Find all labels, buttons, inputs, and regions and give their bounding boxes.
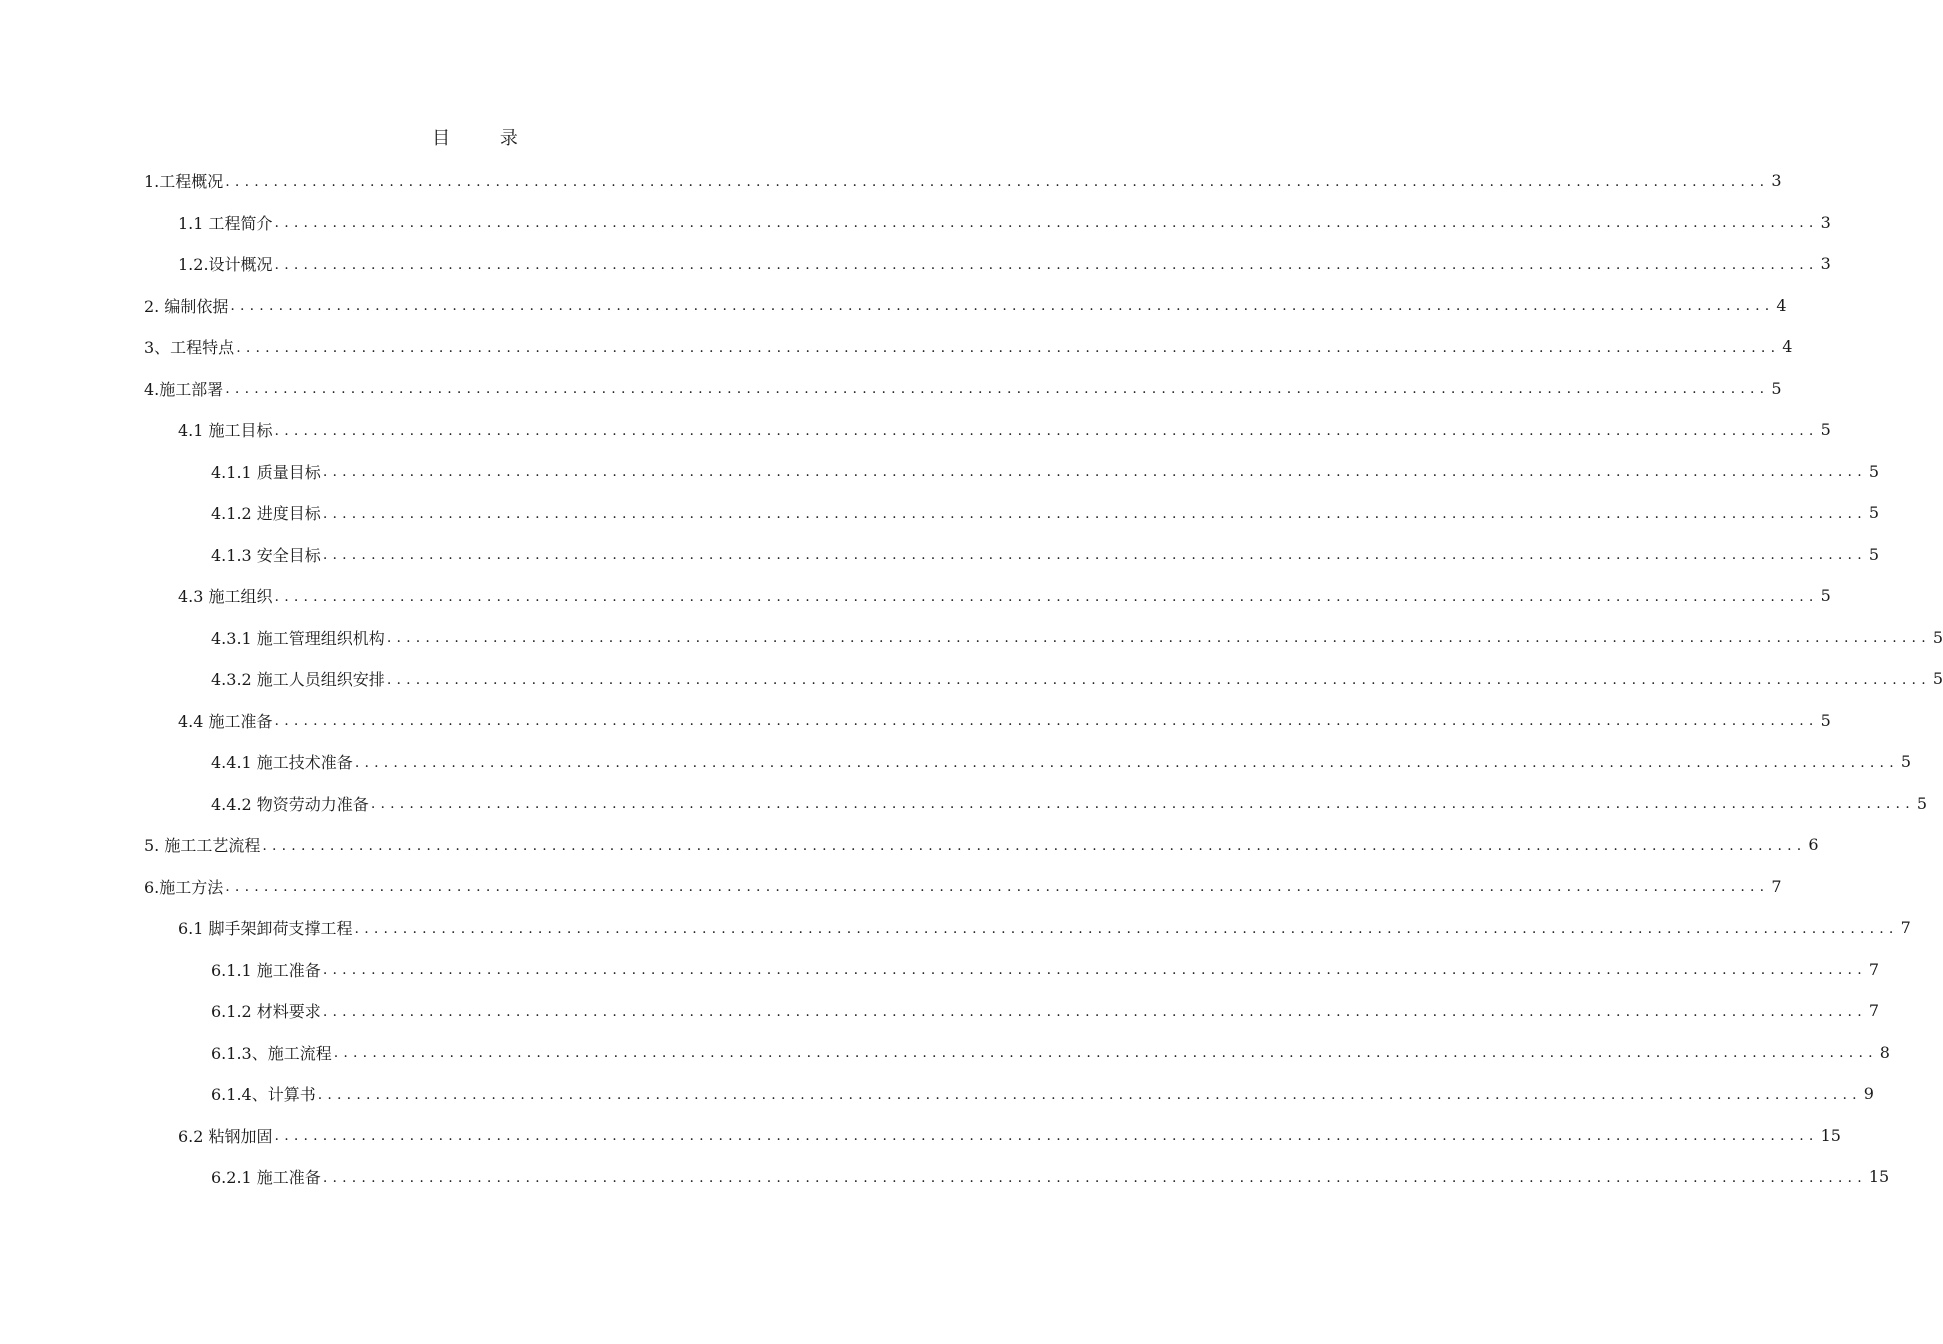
toc-entry-page-number: 5 [1868,461,1880,481]
toc-entry[interactable] [211,1073,1874,1114]
toc-dot-leader: ................................................................................................................................................................ [225,173,1770,190]
toc-entry[interactable] [211,451,1880,492]
toc-dot-leader: ................................................................................................................................................................ [230,298,1775,314]
toc-entry-label: 4.4.1 施工技术准备 [211,753,353,772]
toc-dot-leader: ................................................................................................................................................................ [354,920,1899,937]
toc-entry[interactable] [178,907,1911,948]
toc-entry-label: 6.2 粘钢加固 [178,1126,273,1146]
toc-entry[interactable] [178,575,1831,616]
toc-entry-page-number: 6 [1808,835,1819,854]
toc-entry-label: 1.1 工程简介 [178,213,273,233]
toc-entry-page-number: 5 [1932,669,1943,688]
toc-entry-label: 6.1.4、计算书 [211,1085,316,1104]
toc-dot-leader: ................................................................................................................................................................ [274,256,1819,273]
toc-entry[interactable] [144,368,1782,409]
toc-entry[interactable] [211,617,1943,658]
toc-dot-leader: ................................................................................................................................................................ [354,754,1899,771]
toc-entry-label: 4.1.1 质量目标 [211,462,321,482]
toc-entry-page-number: 7 [1771,876,1782,896]
toc-entry-page-number: 8 [1879,1042,1890,1062]
toc-entry-label: 6.1.1 施工准备 [211,960,321,980]
toc-entry-label: 5. 施工工艺流程 [144,836,261,855]
toc-dot-leader: ................................................................................................................................................................ [322,547,1867,563]
toc-entry[interactable] [211,783,1928,824]
toc-entry-label: 2. 编制依据 [144,296,229,316]
toc-dot-leader: ................................................................................................................................................................ [274,713,1819,729]
toc-entry[interactable] [211,949,1880,990]
toc-entry[interactable] [178,202,1831,243]
toc-entry[interactable] [144,326,1793,367]
toc-entry-page-number: 15 [1820,1125,1841,1145]
toc-entry[interactable] [144,160,1782,201]
toc-entry-page-number: 5 [1932,627,1943,647]
toc-entry-label: 4.1.3 安全目标 [211,545,321,565]
toc-entry[interactable] [178,700,1831,741]
toc-entry[interactable] [211,741,1912,782]
toc-entry-page-number: 5 [1916,793,1928,813]
toc-dot-leader: ................................................................................................................................................................ [386,630,1931,646]
toc-entry-label: 4.3.2 施工人员组织安排 [211,670,385,689]
toc-entry-page-number: 3 [1771,171,1782,190]
toc-entry-label: 4.1 施工目标 [178,421,273,440]
toc-entry[interactable] [211,1032,1890,1073]
toc-entry[interactable] [178,409,1831,450]
toc-entry[interactable] [211,990,1880,1031]
toc-entry-page-number: 5 [1771,378,1782,398]
toc-entry-page-number: 3 [1820,212,1831,232]
toc-entry-label: 4.3 施工组织 [178,587,273,606]
toc-entry-page-number: 5 [1820,586,1831,605]
toc-entry-label: 6.2.1 施工准备 [211,1168,321,1187]
toc-entry-label: 3、工程特点 [144,338,235,357]
toc-entry[interactable] [211,658,1943,699]
toc-entry[interactable] [211,1156,1890,1197]
toc-entry-label: 4.1.2 进度目标 [211,504,321,523]
toc-dot-leader: ................................................................................................................................................................ [322,1169,1867,1186]
toc-dot-leader: ................................................................................................................................................................ [322,464,1867,480]
toc-entry-label: 1.2.设计概况 [178,255,273,274]
toc-entry-label: 4.施工部署 [144,379,224,399]
toc-entry-page-number: 3 [1820,254,1831,273]
toc-dot-leader: ................................................................................................................................................................ [274,588,1819,605]
toc-entry-page-number: 9 [1863,1084,1874,1103]
toc-dot-leader: ................................................................................................................................................................ [236,339,1781,356]
toc-entry[interactable] [211,492,1880,533]
toc-dot-leader: ................................................................................................................................................................ [262,837,1807,854]
toc-dot-leader: ................................................................................................................................................................ [333,1045,1878,1061]
toc-entry[interactable] [144,285,1787,326]
toc-dot-leader: ................................................................................................................................................................ [274,215,1819,231]
toc-entry-page-number: 5 [1900,752,1912,771]
toc-entry-label: 6.1.3、施工流程 [211,1043,332,1063]
toc-entry-page-number: 5 [1820,710,1831,730]
toc-entry-label: 6.1.2 材料要求 [211,1002,321,1021]
toc-entry-page-number: 15 [1868,1167,1890,1186]
toc-entry-label: 4.4 施工准备 [178,711,273,731]
toc-dot-leader: ................................................................................................................................................................ [274,422,1819,439]
toc-entry[interactable] [144,824,1819,865]
toc-dot-leader: ................................................................................................................................................................ [274,1128,1819,1144]
toc-dot-leader: ................................................................................................................................................................ [322,505,1867,522]
toc-entry-page-number: 5 [1868,503,1880,522]
toc-dot-leader: ................................................................................................................................................................ [370,796,1915,812]
toc-entry-page-number: 5 [1868,544,1880,564]
toc-dot-leader: ................................................................................................................................................................ [386,671,1931,688]
toc-dot-leader: ................................................................................................................................................................ [225,381,1770,397]
toc-entry-page-number: 7 [1900,918,1911,937]
toc-entry-page-number: 7 [1868,1001,1880,1020]
toc-entry-label: 1.工程概况 [144,172,224,191]
toc-entry-page-number: 5 [1820,420,1831,439]
toc-entry-label: 4.4.2 物资劳动力准备 [211,794,369,814]
toc-entry-page-number: 7 [1868,959,1880,979]
toc-entry-page-number: 4 [1776,295,1787,315]
toc-dot-leader: ................................................................................................................................................................ [317,1086,1862,1103]
toc-entry-label: 6.1 脚手架卸荷支撑工程 [178,919,353,938]
toc-dot-leader: ................................................................................................................................................................ [225,879,1770,895]
toc-entry[interactable] [144,866,1782,907]
toc-dot-leader: ................................................................................................................................................................ [322,962,1867,978]
toc-title: 目 录 [432,128,540,149]
toc-entry[interactable] [178,1115,1841,1156]
toc-entry-page-number: 4 [1782,337,1793,356]
toc-dot-leader: ................................................................................................................................................................ [322,1003,1867,1020]
toc-entry-label: 4.3.1 施工管理组织机构 [211,628,385,648]
toc-entry[interactable] [178,243,1831,284]
toc-entry[interactable] [211,534,1880,575]
toc-entry-label: 6.施工方法 [144,877,224,897]
